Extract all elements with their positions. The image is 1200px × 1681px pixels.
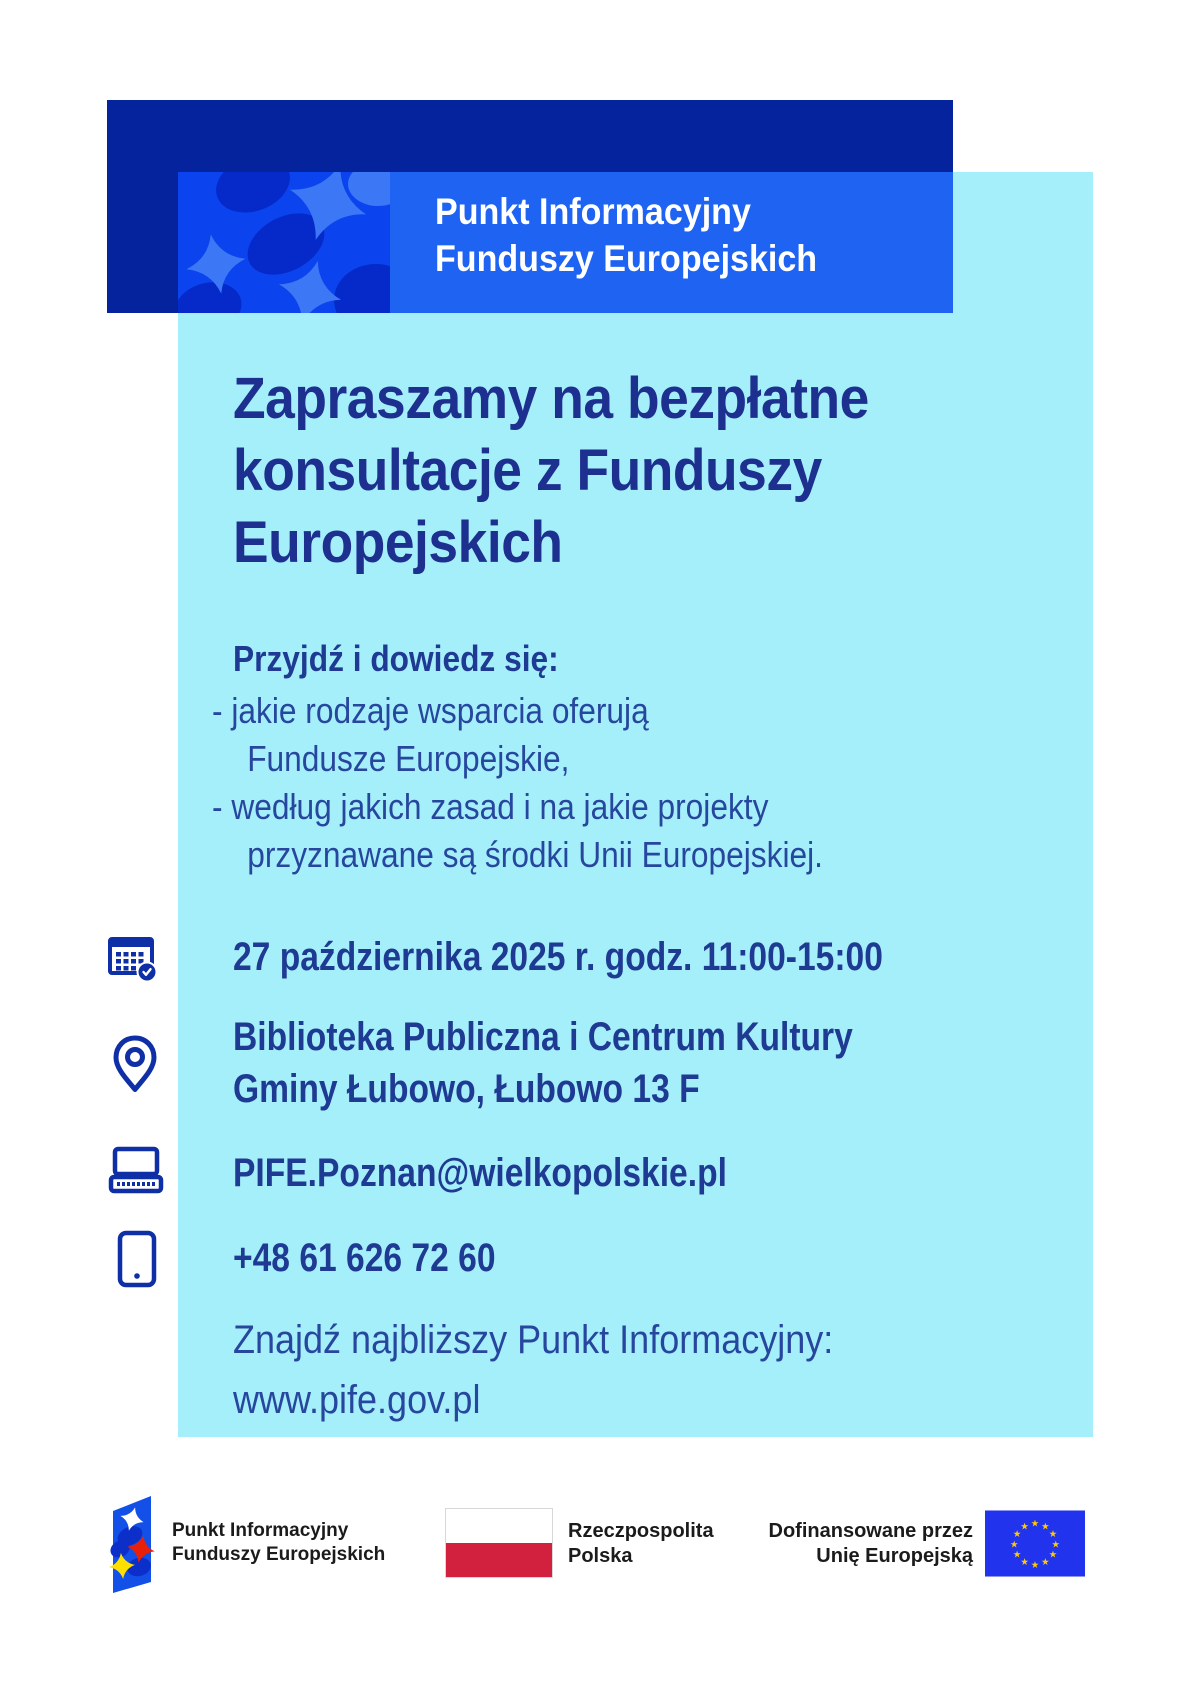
svg-text:★: ★ <box>1041 1521 1050 1533</box>
find-info-point <box>233 1310 833 1430</box>
poland-flag-red-stripe <box>446 1543 552 1577</box>
svg-text:★: ★ <box>1048 1549 1058 1561</box>
pife-logo-label <box>172 1519 385 1567</box>
brand-line-2: Funduszy Europejskich <box>435 238 818 279</box>
eu-funding-label <box>640 1519 973 1569</box>
bullet-line-continuation: Fundusze Europejskie, <box>247 738 570 779</box>
eu-flag <box>985 1507 1085 1580</box>
bullet-list <box>212 687 823 879</box>
title-line-3: Europejskich <box>233 510 563 575</box>
eu-label-line-1: Dofinansowane przez <box>768 1520 973 1542</box>
find-line-1: Znajdź najbliższy Punkt Informacyjny: <box>233 1318 834 1362</box>
poland-flag <box>445 1508 553 1578</box>
find-line-2: www.pife.gov.pl <box>233 1378 481 1422</box>
bullet-line: - według jakich zasad i na jakie projekty <box>212 786 769 827</box>
intro-heading: Przyjdź i dowiedz się: <box>233 638 559 679</box>
poland-label-line-2: Polska <box>568 1545 633 1567</box>
poland-flag-white-stripe <box>446 1509 552 1543</box>
header-banner <box>178 172 953 313</box>
stars-decoration-graphic <box>178 172 390 313</box>
header-brand <box>390 172 953 313</box>
svg-text:★: ★ <box>1012 1528 1022 1540</box>
eu-label-line-2: Unię Europejską <box>816 1545 973 1567</box>
svg-text:★: ★ <box>1012 1549 1022 1561</box>
bullet-line: - jakie rodzaje wsparcia oferują <box>212 690 649 731</box>
svg-text:★: ★ <box>1030 1560 1040 1572</box>
svg-text:★: ★ <box>1051 1539 1060 1551</box>
page-title <box>233 363 869 579</box>
poland-label-line-1: Rzeczpospolita <box>568 1520 714 1542</box>
contact-email: PIFE.Poznan@wielkopolskie.pl <box>233 1151 727 1195</box>
contact-phone: +48 61 626 72 60 <box>233 1236 496 1280</box>
pife-logo <box>103 1489 159 1593</box>
svg-text:★: ★ <box>1048 1528 1058 1540</box>
event-location <box>233 1011 853 1115</box>
location-line-2: Gminy Łubowo, Łubowo 13 F <box>233 1067 700 1111</box>
pife-label-line-2: Funduszy Europejskich <box>172 1544 386 1565</box>
map-pin-icon <box>113 1035 157 1093</box>
brand-line-1: Punkt Informacyjny <box>435 191 751 232</box>
title-line-1: Zapraszamy na bezpłatne <box>233 366 869 431</box>
bullet-line-continuation: przyznawane są środki Unii Europejskiej. <box>247 834 823 875</box>
svg-text:★: ★ <box>1041 1557 1050 1569</box>
mobile-phone-icon <box>117 1230 157 1288</box>
event-date: 27 października 2025 r. godz. 11:00-15:00 <box>233 935 883 979</box>
svg-text:★: ★ <box>1020 1521 1029 1533</box>
calendar-check-icon <box>106 933 158 983</box>
location-line-1: Biblioteka Publiczna i Centrum Kultury <box>233 1015 853 1059</box>
title-line-2: konsultacje z Funduszy <box>233 438 822 503</box>
svg-text:★: ★ <box>1020 1557 1029 1569</box>
svg-text:★: ★ <box>1010 1539 1019 1551</box>
pife-label-line-1: Punkt Informacyjny <box>172 1520 349 1541</box>
laptop-keyboard-icon <box>108 1146 164 1194</box>
svg-text:★: ★ <box>1030 1518 1040 1530</box>
